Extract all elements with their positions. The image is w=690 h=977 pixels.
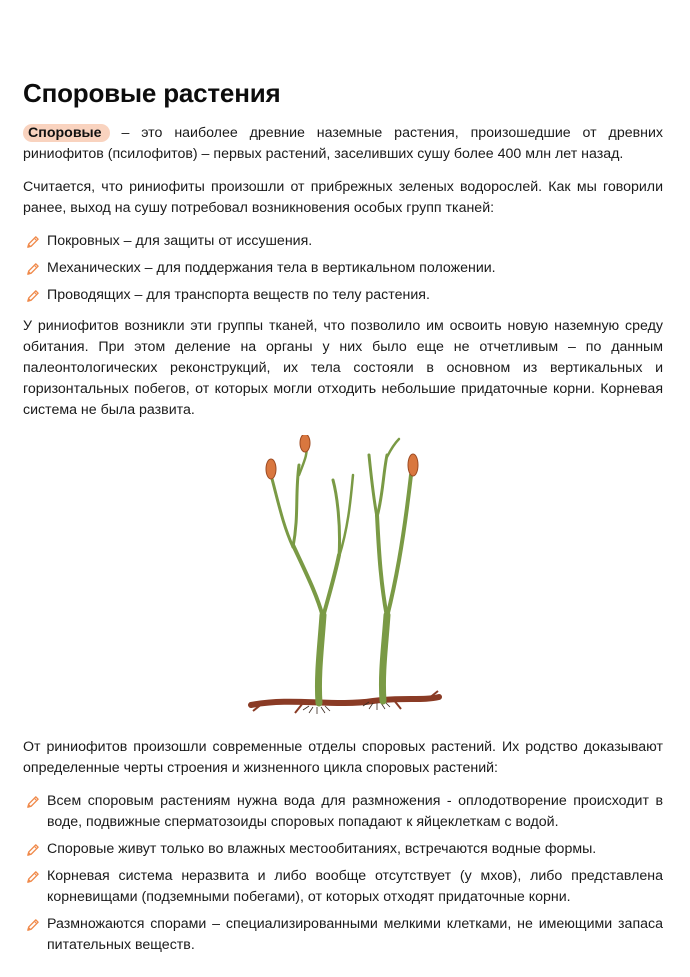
- list-item: Покровных – для защиты от иссушения.: [23, 231, 663, 252]
- pencil-icon: [25, 289, 40, 304]
- list-item: Проводящих – для транспорта веществ по телу растения.: [23, 285, 663, 306]
- rhyniophyte-paragraph: У риниофитов возникли эти группы тканей, что позволило им освоить новую наземную среду обитания. При этом деление на органы у них было еще не отчетливым – по данным палеонтологических реконструкций, их тела состояли в основном из вертикальных и горизонтальных побегов, от которых могли отходить небольшие придаточные корни. Корневая система не была развита.: [23, 318, 663, 418]
- intro-text: – это наиболее древние наземные растения, произошедшие от древних риниофитов (псилофитов) – первых растений, заселивших сушу более 400 млн лет назад.: [23, 125, 663, 162]
- pencil-icon: [25, 870, 40, 885]
- intro-paragraph: [23, 123, 663, 165]
- pencil-icon: [25, 235, 40, 250]
- pencil-icon: [25, 843, 40, 858]
- plant-drawing: [243, 435, 443, 725]
- pencil-icon: [25, 918, 40, 933]
- list-item: Корневая система неразвита и либо вообще отсутствует (у мхов), либо представлена корневищами (подземными побегами), от которых отходят придаточные корни.: [23, 866, 663, 908]
- rhyniophyte-illustration: [23, 435, 663, 725]
- pencil-icon: [25, 262, 40, 277]
- features-list: [23, 791, 663, 956]
- list-item: Споровые живут только во влажных местообитаниях, встречаются водные формы.: [23, 839, 663, 860]
- list-item: Размножаются спорами – специализированными мелкими клетками, не имеющими запаса питательных веществ.: [23, 914, 663, 956]
- origin-paragraph: Считается, что риниофиты произошли от прибрежных зеленых водорослей. Как мы говорили ранее, выход на сушу потребовал возникновения особых групп тканей:: [23, 179, 663, 216]
- tissue-list: [23, 231, 663, 306]
- page-title: Споровые растения: [23, 78, 281, 108]
- pencil-icon: [25, 795, 40, 810]
- list-item: Механических – для поддержания тела в вертикальном положении.: [23, 258, 663, 279]
- list-item: Всем споровым растениям нужна вода для размножения - оплодотворение происходит в воде, подвижные сперматозоиды споровых попадают к яйцеклеткам с водой.: [23, 791, 663, 833]
- descendants-paragraph: От риниофитов произошли современные отделы споровых растений. Их родство доказывают определенные черты строения и жизненного цикла споровых растений:: [23, 739, 663, 776]
- term-highlight: Споровые: [23, 124, 110, 142]
